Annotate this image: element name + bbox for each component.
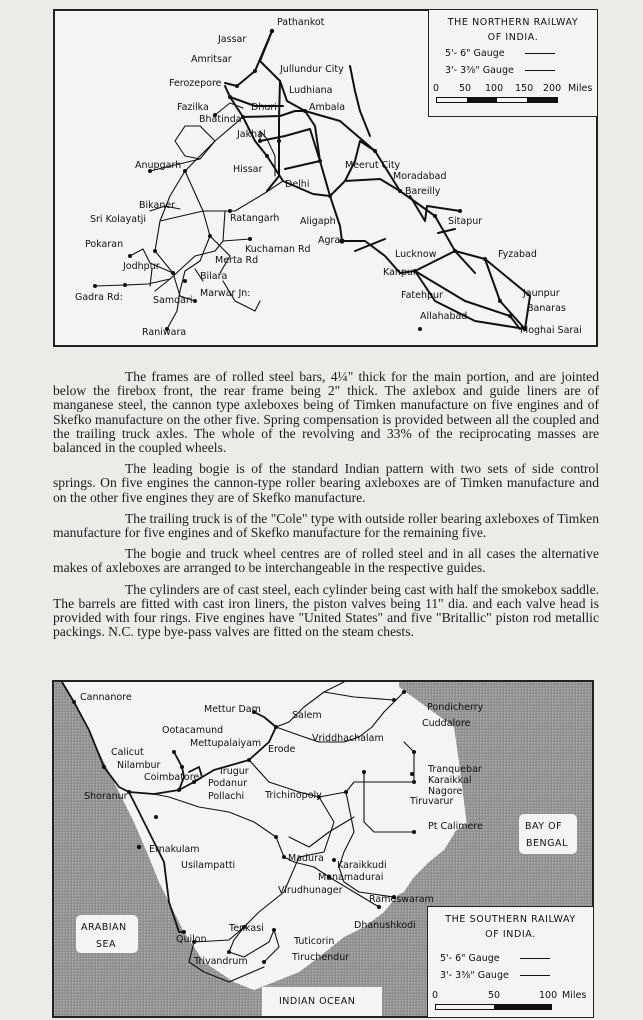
label-dhuri: Dhuri <box>251 102 277 113</box>
svg-text:SEA: SEA <box>96 939 117 950</box>
label-cuddalore: Cuddalore <box>422 718 471 729</box>
label-ambala: Ambala <box>309 102 346 113</box>
metre-gauge-key: 3'- 3⅜" Gauge <box>445 62 597 79</box>
label-pondicherry: Pondicherry <box>427 702 484 713</box>
svg-text:BENGAL: BENGAL <box>526 838 568 849</box>
label-madura: Madura <box>288 853 324 864</box>
label-moradabad: Moradabad <box>393 171 447 182</box>
label-fazilka: Fazilka <box>177 102 209 113</box>
label-fatehpur: Fatehpur <box>401 290 443 301</box>
line-icon <box>520 975 550 976</box>
line-icon <box>520 958 550 959</box>
label-bhatinda: Bhatinda <box>199 114 242 125</box>
label-merta-rd: Merta Rd <box>215 255 259 266</box>
label-tenkasi: Tenkasi <box>229 923 264 934</box>
southern-map-legend <box>427 906 594 1018</box>
label-bikaner: Bikaner <box>139 200 176 211</box>
label-bilara: Bilara <box>200 271 228 282</box>
southern-railway-map <box>52 680 594 1018</box>
label-pollachi: Pollachi <box>208 791 245 802</box>
label-usilampatti: Usilampatti <box>181 860 236 871</box>
label-godra-rd: Gadra Rd: <box>75 292 123 303</box>
label-trivandrum: Trivandrum <box>194 956 248 967</box>
metre-gauge-key: 3'- 3⅜" Gauge <box>440 967 593 984</box>
label-mettur-dam: Mettur Dam <box>204 704 261 715</box>
label-irugur: Irugur <box>220 766 249 777</box>
scale-bar <box>435 1004 552 1010</box>
label-delhi: Delhi <box>285 179 310 190</box>
label-nagore: Nagore <box>428 786 463 797</box>
label-calicut: Calicut <box>111 747 144 758</box>
northern-map-legend <box>428 9 598 117</box>
label-tiruvarur: Tiruvarur <box>410 796 454 807</box>
label-raniwara: Raniwara <box>142 327 187 338</box>
label-tiruchendur: Tiruchendur <box>292 952 350 963</box>
paragraph-frames: The frames are of rolled steel bars, 4¼" thick for the main portion, and are jointed below the firebox front, the rear frame being 2" thick. The axlebox and guide liners are of manganese steel, the cannon type axleboxes being of Timken manufacture on five engines and of Skefko manufacture on the other five. Spring compensation is provided between all the coupled and the trailing truck axles. The whole of the revolving and 33% of the reciprocating masses are balanced in the coupled wheels. <box>53 369 599 456</box>
label-dhanushkodi: Dhanushkodi <box>354 920 416 931</box>
label-sitapur: Sitapur <box>448 216 483 227</box>
label-kuchaman-rd: Kuchaman Rd <box>245 244 311 255</box>
label-coimbatore: Coimbatore <box>144 772 200 783</box>
label-manamadurai: Manamadurai <box>318 872 384 883</box>
label-kanpur: Kanpur <box>383 267 417 278</box>
label-trichinopoly: Trichinopoly <box>265 790 322 801</box>
label-jullundur: Jullundur City <box>280 64 344 75</box>
label-bareilly: Bareilly <box>405 186 441 197</box>
label-samdari: Samdari <box>153 295 193 306</box>
label-mettupalaiyam: Mettupalaiyam <box>190 738 262 749</box>
label-podanur: Podanur <box>208 778 248 789</box>
label-marwar-jn: Marwar Jn: <box>200 288 251 299</box>
broad-gauge-key: 5'- 6" Gauge <box>440 950 593 967</box>
article-body <box>53 370 599 646</box>
label-salem: Salem <box>292 710 322 721</box>
label-banaras: Banaras <box>527 303 566 314</box>
label-bay-of-bengal: BAY OF <box>525 821 563 832</box>
paragraph-trailing-truck: The trailing truck is of the "Cole" type with outside roller bearing axleboxes of Timken manufacture for five engines and of Skefko manufacture for the remaining five. <box>53 510 599 541</box>
label-ratangarh: Ratangarh <box>230 213 280 224</box>
legend-title: THE SOUTHERN RAILWAY OF INDIA. <box>445 914 576 940</box>
label-jodhpur: Jodhpur <box>123 261 160 272</box>
label-ernakulam: Ernakulam <box>149 844 200 855</box>
label-jaunpur: Jaunpur <box>523 288 560 299</box>
label-allahabad: Allahabad <box>420 311 468 322</box>
label-agra: Agra <box>318 235 341 246</box>
label-arabian-sea: ARABIAN <box>81 922 127 933</box>
paragraph-leading-bogie: The leading bogie is of the standard Indian pattern with two sets of side control springs. On five engines the cannon-type roller bearing axleboxes are of Timken manufacture and on the other five engines they are of Skefko manufacture. <box>53 461 599 505</box>
label-fyzabad: Fyzabad <box>498 249 537 260</box>
label-ludhiana: Ludhiana <box>289 85 333 96</box>
label-tuticorin: Tuticorin <box>294 936 335 947</box>
scale-labels: 0 50 100 150 200 Miles <box>433 83 593 94</box>
scale-bar <box>436 97 558 103</box>
scale-labels: 0 50 100 Miles <box>432 990 587 1001</box>
legend-title: THE NORTHERN RAILWAY OF INDIA. <box>447 17 579 43</box>
label-amritsar: Amritsar <box>191 54 232 65</box>
label-jakhal: Jakhal <box>237 129 266 140</box>
label-erode: Erode <box>268 744 296 755</box>
label-tranquebar: Tranquebar <box>428 764 482 775</box>
paragraph-cylinders: The cylinders are of cast steel, each cylinder being cast with half the smokebox saddle. The barrels are fitted with cast iron liners, the piston valves being 11" dia. and each valve head is provided with four rings. Five engines have "United States" and five "Britallic" piston rod metallic packings. N.C. type bye-pass valves are fitted on the steam chests. <box>53 581 599 640</box>
label-meerut: Meerut City <box>345 160 401 171</box>
label-pokaran: Pokaran <box>85 239 124 250</box>
thin-line-icon <box>525 70 555 71</box>
label-virudhunagar: Virudhunager <box>278 885 343 896</box>
label-shoranur: Shoranur <box>84 791 128 802</box>
label-karaikkudi: Karaikkudi <box>337 860 387 871</box>
label-pt-calimere: Pt Calimere <box>428 821 483 832</box>
label-karaikkal: Karaikkal <box>428 775 472 786</box>
label-vriddhachalam: Vriddhachalam <box>312 733 384 744</box>
label-quilon: Quilon <box>176 934 207 945</box>
label-cannanore: Cannanore <box>80 692 132 703</box>
label-lucknow: Lucknow <box>395 249 437 260</box>
label-indian-ocean: INDIAN OCEAN <box>279 996 356 1007</box>
label-rameswaram: Rameswaram <box>369 894 434 905</box>
label-ootacamund: Ootacamund <box>162 725 224 736</box>
thick-line-icon <box>525 53 555 54</box>
paragraph-wheel-centres: The bogie and truck wheel centres are of rolled steel and in all cases the alternative makes of axleboxes are arranged to be interchangeable in the respective guides. <box>53 546 599 576</box>
label-moghal-sarai: Moghai Sarai <box>520 325 582 336</box>
label-jassar: Jassar <box>218 34 247 45</box>
northern-railway-map <box>53 9 598 347</box>
label-ferozepore: Ferozepore <box>169 78 222 89</box>
broad-gauge-key: 5'- 6" Gauge <box>445 45 597 62</box>
label-aligarh: Aligaph <box>300 216 336 227</box>
label-pathankot: Pathankot <box>277 17 325 28</box>
label-nilambur: Nilambur <box>117 760 161 771</box>
label-sri-kolayatji: Sri Kolayatji <box>90 214 147 225</box>
label-hissar: Hissar <box>233 164 263 175</box>
label-anupgarh: Anupgarh <box>135 160 182 171</box>
